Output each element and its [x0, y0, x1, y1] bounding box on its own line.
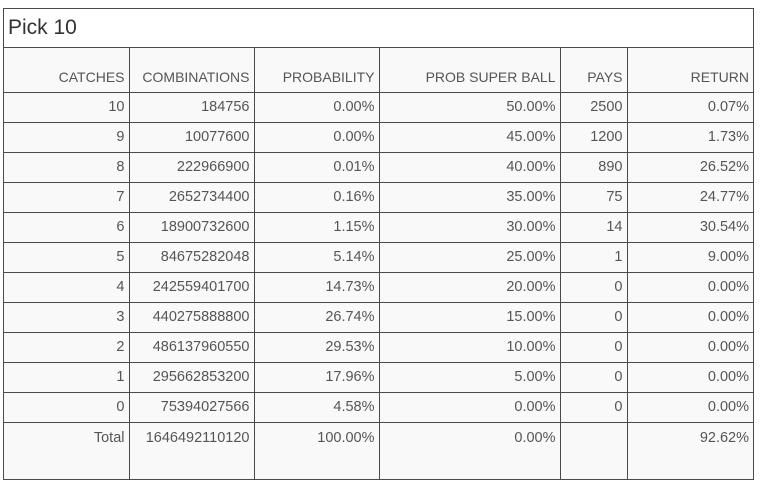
total-label: Total	[4, 422, 129, 479]
cell-catches: 9	[4, 122, 129, 152]
cell-prob-super-ball: 50.00%	[379, 92, 560, 122]
cell-probability: 29.53%	[254, 332, 379, 362]
cell-prob-super-ball: 30.00%	[379, 212, 560, 242]
cell-pays: 1	[560, 242, 627, 272]
table-row	[4, 392, 753, 422]
cell-combinations: 2652734400	[129, 182, 254, 212]
cell-pays: 0	[560, 362, 627, 392]
table-row	[4, 302, 753, 332]
table-row	[4, 242, 753, 272]
cell-pays: 0	[560, 392, 627, 422]
total-return: 92.62%	[627, 422, 753, 479]
cell-prob-super-ball: 15.00%	[379, 302, 560, 332]
cell-prob-super-ball: 5.00%	[379, 362, 560, 392]
cell-pays: 0	[560, 302, 627, 332]
cell-probability: 1.15%	[254, 212, 379, 242]
cell-catches: 3	[4, 302, 129, 332]
column-header-prob-super-ball: PROB SUPER BALL	[379, 48, 560, 92]
cell-probability: 0.00%	[254, 122, 379, 152]
cell-combinations: 84675282048	[129, 242, 254, 272]
cell-combinations: 242559401700	[129, 272, 254, 302]
cell-pays: 2500	[560, 92, 627, 122]
cell-probability: 14.73%	[254, 272, 379, 302]
cell-prob-super-ball: 35.00%	[379, 182, 560, 212]
column-header-probability: PROBABILITY	[254, 48, 379, 92]
cell-prob-super-ball: 40.00%	[379, 152, 560, 182]
cell-combinations: 222966900	[129, 152, 254, 182]
table-row	[4, 272, 753, 302]
cell-return: 30.54%	[627, 212, 753, 242]
cell-combinations: 75394027566	[129, 392, 254, 422]
cell-return: 0.00%	[627, 392, 753, 422]
cell-probability: 0.00%	[254, 92, 379, 122]
table-row	[4, 152, 753, 182]
table-row	[4, 362, 753, 392]
cell-catches: 2	[4, 332, 129, 362]
cell-catches: 7	[4, 182, 129, 212]
cell-return: 26.52%	[627, 152, 753, 182]
cell-probability: 17.96%	[254, 362, 379, 392]
cell-catches: 8	[4, 152, 129, 182]
cell-return: 0.00%	[627, 302, 753, 332]
cell-prob-super-ball: 10.00%	[379, 332, 560, 362]
cell-pays: 890	[560, 152, 627, 182]
cell-combinations: 295662853200	[129, 362, 254, 392]
cell-pays: 14	[560, 212, 627, 242]
cell-pays: 0	[560, 272, 627, 302]
cell-catches: 4	[4, 272, 129, 302]
cell-prob-super-ball: 20.00%	[379, 272, 560, 302]
cell-combinations: 486137960550	[129, 332, 254, 362]
total-combinations: 1646492110120	[129, 422, 254, 479]
cell-prob-super-ball: 25.00%	[379, 242, 560, 272]
table-row	[4, 92, 753, 122]
column-header-pays: PAYS	[560, 48, 627, 92]
total-pays	[560, 422, 627, 479]
header-row	[4, 48, 753, 92]
cell-return: 1.73%	[627, 122, 753, 152]
column-header-return: RETURN	[627, 48, 753, 92]
cell-combinations: 184756	[129, 92, 254, 122]
table-row	[4, 332, 753, 362]
table-title-row	[4, 9, 753, 48]
pay-table	[4, 48, 753, 479]
cell-pays: 75	[560, 182, 627, 212]
cell-probability: 0.01%	[254, 152, 379, 182]
table-row	[4, 122, 753, 152]
cell-prob-super-ball: 0.00%	[379, 392, 560, 422]
cell-catches: 6	[4, 212, 129, 242]
cell-return: 0.07%	[627, 92, 753, 122]
cell-probability: 26.74%	[254, 302, 379, 332]
cell-return: 0.00%	[627, 272, 753, 302]
cell-catches: 0	[4, 392, 129, 422]
total-prob-super-ball: 0.00%	[379, 422, 560, 479]
cell-return: 24.77%	[627, 182, 753, 212]
cell-probability: 4.58%	[254, 392, 379, 422]
column-header-combinations: COMBINATIONS	[129, 48, 254, 92]
cell-return: 9.00%	[627, 242, 753, 272]
total-probability: 100.00%	[254, 422, 379, 479]
cell-return: 0.00%	[627, 362, 753, 392]
cell-catches: 1	[4, 362, 129, 392]
pick-10-table-container	[3, 8, 754, 480]
cell-catches: 5	[4, 242, 129, 272]
cell-probability: 5.14%	[254, 242, 379, 272]
cell-pays: 0	[560, 332, 627, 362]
column-header-catches: CATCHES	[4, 48, 129, 92]
cell-combinations: 18900732600	[129, 212, 254, 242]
table-row	[4, 182, 753, 212]
cell-probability: 0.16%	[254, 182, 379, 212]
cell-return: 0.00%	[627, 332, 753, 362]
cell-combinations: 440275888800	[129, 302, 254, 332]
cell-catches: 10	[4, 92, 129, 122]
total-row	[4, 422, 753, 479]
cell-prob-super-ball: 45.00%	[379, 122, 560, 152]
table-row	[4, 212, 753, 242]
table-title: Pick 10	[8, 16, 77, 39]
cell-pays: 1200	[560, 122, 627, 152]
cell-combinations: 10077600	[129, 122, 254, 152]
